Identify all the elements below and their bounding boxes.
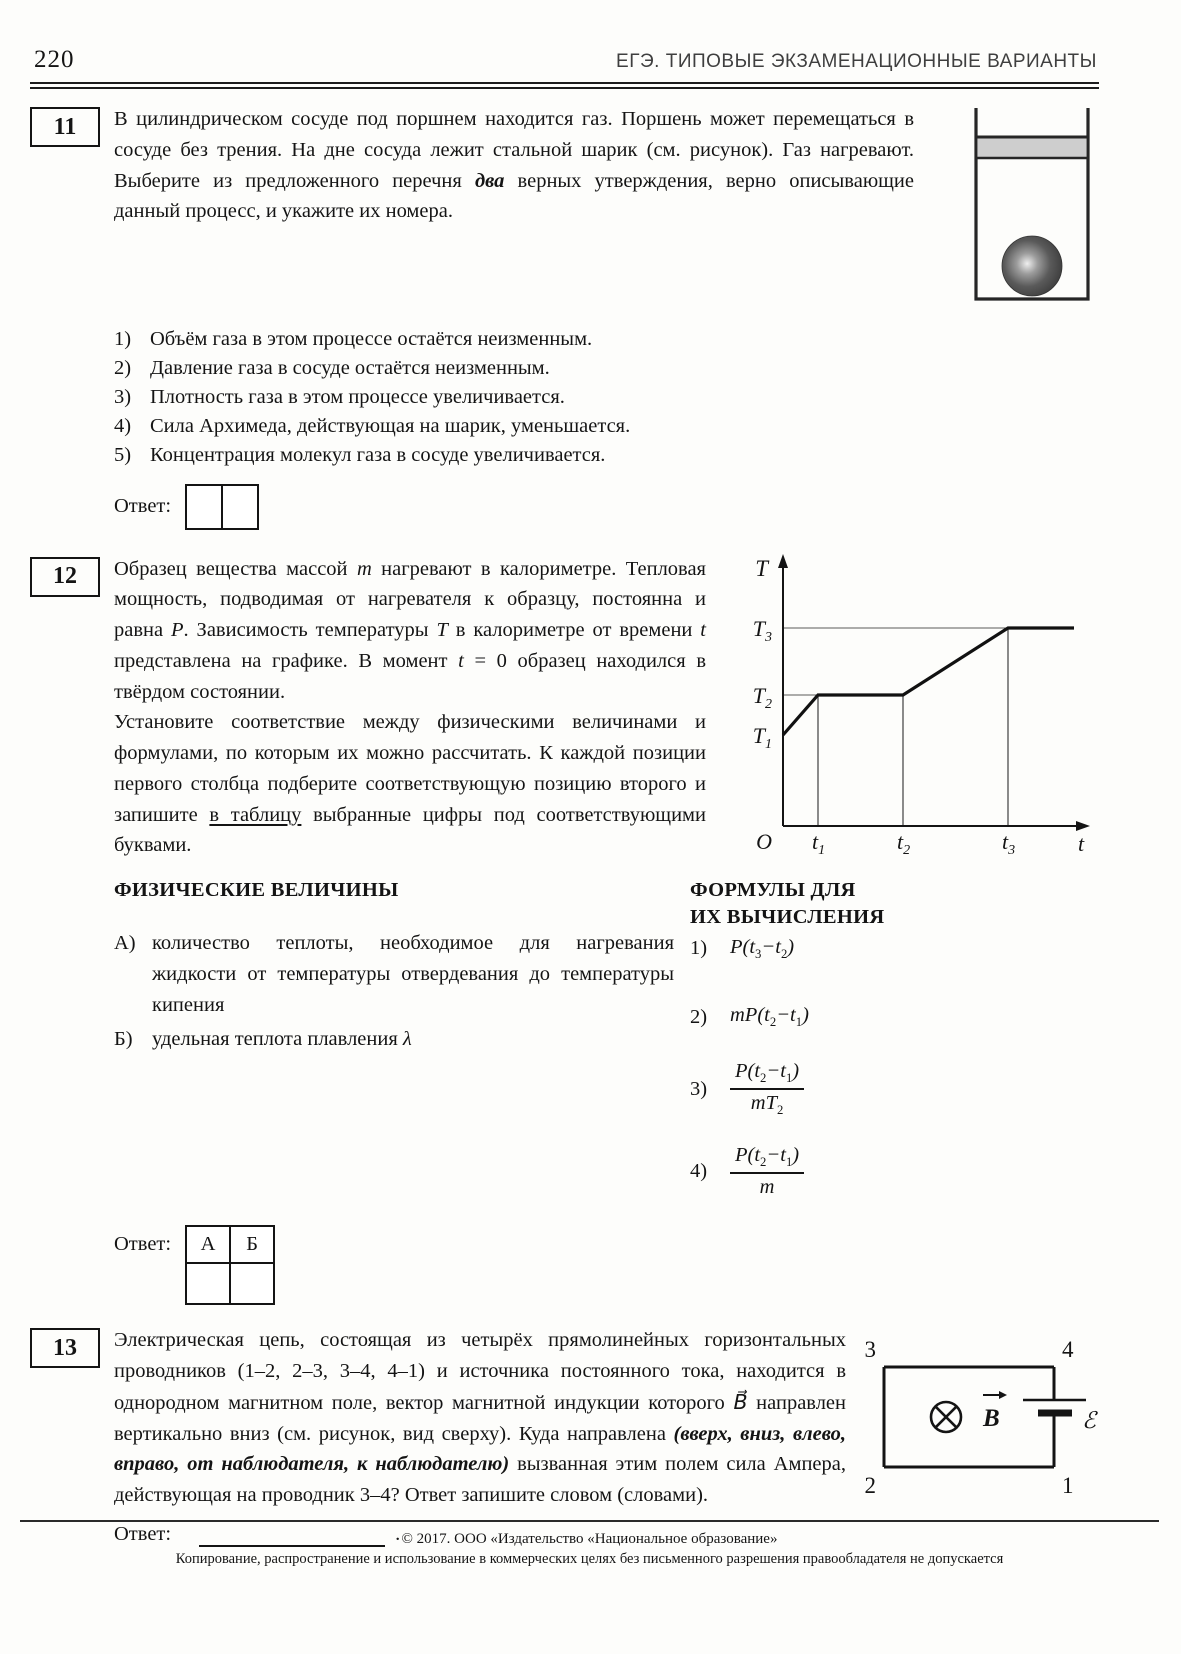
formula-expression: $P(t_3-t_2)$ [730, 935, 795, 961]
formula-4 [690, 1144, 1098, 1199]
statement-text: Образец вещества массой [114, 557, 357, 580]
tick-T2: $T_2$ [752, 682, 772, 712]
copyright-line: © 2017. ООО «Издательство «Национальное образование» [401, 1531, 778, 1547]
problem-13-statement [114, 1325, 846, 1511]
corner-label-3: 3 [864, 1337, 876, 1363]
answer-box [185, 484, 259, 530]
math-var-p: P [171, 619, 184, 642]
option-text: Объём газа в этом процессе остаётся неизменным. [150, 328, 593, 350]
statement-emphasis: (вверх, вниз, влево, вправо, от наблюдателя, к наблюдателю) [114, 1422, 846, 1476]
statement-text: выбранные цифры под соответствующими буквами. [114, 803, 706, 857]
circuit-drawing [846, 1333, 1098, 1501]
steel-ball [1002, 236, 1062, 296]
b-vector-inline: B⃗ [733, 1389, 748, 1414]
x-axis-label: t [1078, 830, 1085, 856]
corner-label-4: 4 [1062, 1337, 1074, 1363]
math-var-t: t [458, 649, 464, 672]
option-1 [114, 325, 1098, 354]
option-number: 3) [114, 386, 132, 409]
statement-paragraph-1 [114, 554, 706, 708]
option-3 [114, 383, 1098, 412]
option-4 [114, 412, 1098, 441]
origin-label: O [756, 828, 772, 854]
answer-input-a[interactable] [186, 1263, 230, 1304]
answer-label: Ответ: [114, 495, 172, 518]
formula-3 [690, 1060, 1098, 1118]
page-number: 220 [34, 46, 75, 73]
y-axis-arrow [778, 554, 788, 568]
tick-x3: $t_3$ [1002, 828, 1016, 858]
vessel-drawing [966, 106, 1098, 311]
answer-period: . [395, 1523, 401, 1546]
emf-label: ℰ [1082, 1408, 1096, 1434]
item-letter: А) [114, 932, 136, 955]
b-vector-label: B [983, 1405, 1000, 1433]
formula-2 [690, 1004, 1098, 1030]
answer-cell-2[interactable] [221, 484, 259, 530]
item-letter: Б) [114, 1028, 133, 1051]
formula-1 [690, 936, 1098, 962]
formula-expression: $mP(t_2-t_1)$ [730, 1003, 809, 1030]
formulas-column [690, 877, 1098, 1200]
statement-text: вызванная этим полем сила Ампера, действующая на проводник 3–4? Ответ запишите словом (словами). [114, 1453, 846, 1507]
answer-table [185, 1225, 275, 1305]
statement-text: Электрическая цепь, состоящая из четырёх прямолинейных горизонтальных проводников (1–2, 2–3, 3–4, 4–1) и источника постоянного тока, находится в однородном магнитном поле, вектор магнитной индукции которого [114, 1329, 846, 1414]
math-var-m: m [356, 557, 372, 580]
formulas-title: ФОРМУЛЫ ДЛЯ ИХ ВЫЧИСЛЕНИЯ [690, 878, 885, 929]
piston [978, 137, 1087, 158]
quantity-item-a [114, 928, 674, 1020]
vessel-figure [966, 106, 1098, 316]
problem-13-body [114, 1325, 1098, 1547]
answer-header-b: Б [230, 1226, 274, 1263]
statement-text: нагревают в калориметре. Тепловая мощность, подводимая от нагревателя к образцу, постоянна и равна [114, 557, 706, 642]
problem-13-number-column [30, 1325, 114, 1547]
option-number: 5) [114, 444, 132, 467]
statement-text: представлена на графике. В момент [114, 649, 459, 672]
page-header [34, 46, 1097, 74]
formula-number: 4) [690, 1160, 708, 1183]
problem-13 [30, 1325, 1098, 1547]
statement-text: Установите соответствие между физическими величинами и формулами, по которым их можно рассчитать. К каждой позиции первого столбца подберите соответствующую позицию второго и запишите [114, 711, 706, 826]
option-5 [114, 441, 1098, 470]
notice-line: Копирование, распространение и использование в коммерческих целях без письменного разрешения правообладателя не допускается [175, 1551, 1004, 1567]
statement-text: В цилиндрическом сосуде под поршнем находится газ. Поршень может перемещаться в сосуде без трения. На дне сосуда лежит стальной шарик (см. рисунок). Газ нагревают. Выберите из предложенного перечня [114, 108, 914, 192]
problem-13-number-box: 13 [30, 1328, 100, 1368]
formula-fraction: $\frac{P(t_2-t_1)}{mT_2}$ [730, 1060, 804, 1118]
formula-number: 3) [690, 1077, 708, 1100]
option-number: 2) [114, 357, 132, 380]
tick-T3: $T_3$ [752, 615, 772, 645]
answer-input-b[interactable] [230, 1263, 274, 1304]
heating-curve [783, 628, 1074, 735]
tick-x2: $t_2$ [897, 828, 911, 858]
problem-11-options [114, 325, 1098, 471]
problem-12 [30, 554, 1098, 1306]
answer-label: Ответ: [114, 1523, 172, 1546]
corner-label-2: 2 [864, 1473, 876, 1499]
problem-12-answer [114, 1225, 1098, 1305]
problem-12-number-column [30, 554, 114, 1306]
option-number: 1) [114, 328, 132, 350]
problem-12-body [114, 554, 1098, 1306]
math-var-t-cap: T [436, 619, 448, 642]
page-footer [20, 1520, 1159, 1568]
circuit-figure [846, 1333, 1098, 1511]
problem-11-body [114, 104, 1098, 530]
problem-12-number-box: 12 [30, 557, 100, 597]
option-2 [114, 354, 1098, 383]
option-text: Сила Архимеда, действующая на шарик, уменьшается. [150, 415, 631, 438]
physical-quantities-column [114, 877, 674, 1200]
b-vector-arrow-head [999, 1391, 1007, 1399]
temperature-time-graph [720, 550, 1098, 858]
statement-paragraph-2 [114, 707, 706, 861]
answer-label: Ответ: [114, 1233, 172, 1256]
statement-text: направлен вертикально вниз (см. рисунок, вид сверху). Куда направлена [114, 1391, 846, 1445]
option-text: Давление газа в сосуде остаётся неизменным. [150, 357, 550, 380]
header-title: ЕГЭ. ТИПОВЫЕ ЭКЗАМЕНАЦИОННЫЕ ВАРИАНТЫ [616, 51, 1097, 72]
tick-T1: $T_1$ [752, 722, 772, 752]
problem-11-number-box: 11 [30, 107, 100, 147]
header-double-rule [30, 82, 1099, 89]
formula-number: 1) [690, 937, 708, 960]
statement-text: в калориметре от времени [447, 619, 701, 642]
statement-text: . Зависимость температуры [183, 619, 437, 642]
formula-number: 2) [690, 1005, 708, 1028]
problem-11-number-column [30, 104, 114, 530]
option-text: Концентрация молекул газа в сосуде увеличивается. [150, 444, 606, 467]
underlined-text: в таблицу [209, 803, 302, 826]
problem-11-statement [114, 104, 914, 316]
math-var-lambda: λ [402, 1028, 412, 1051]
heating-graph-figure [720, 550, 1098, 863]
x-axis-arrow [1076, 821, 1090, 831]
option-text: Плотность газа в этом процессе увеличивается. [150, 386, 565, 409]
physical-quantities-title: ФИЗИЧЕСКИЕ ВЕЛИЧИНЫ [114, 878, 399, 901]
option-number: 4) [114, 415, 132, 438]
answer-header-a: А [186, 1226, 230, 1263]
item-text: количество теплоты, необходимое для нагревания жидкости от температуры отвердевания до температуры кипения [152, 932, 674, 1016]
problem-11-answer [114, 484, 1098, 530]
problem-11 [30, 104, 1098, 530]
formula-fraction: $\frac{P(t_2-t_1)}{m}$ [730, 1144, 804, 1199]
answer-cell-1[interactable] [185, 484, 223, 530]
y-axis-label: T [755, 555, 768, 581]
quantity-item-b [114, 1024, 674, 1055]
tick-x1: $t_1$ [812, 828, 826, 858]
problem-12-statement [114, 554, 706, 863]
item-text: удельная теплота плавления λ [152, 1028, 412, 1051]
statement-text: верных утверждения, верно описывающие данный процесс, и укажите их номера. [114, 169, 914, 223]
statement-emphasis: два [474, 169, 505, 192]
statement-text: = 0 образец находился в твёрдом состоянии. [114, 649, 706, 703]
math-var-t: t [700, 619, 706, 642]
corner-label-1: 1 [1062, 1473, 1074, 1499]
